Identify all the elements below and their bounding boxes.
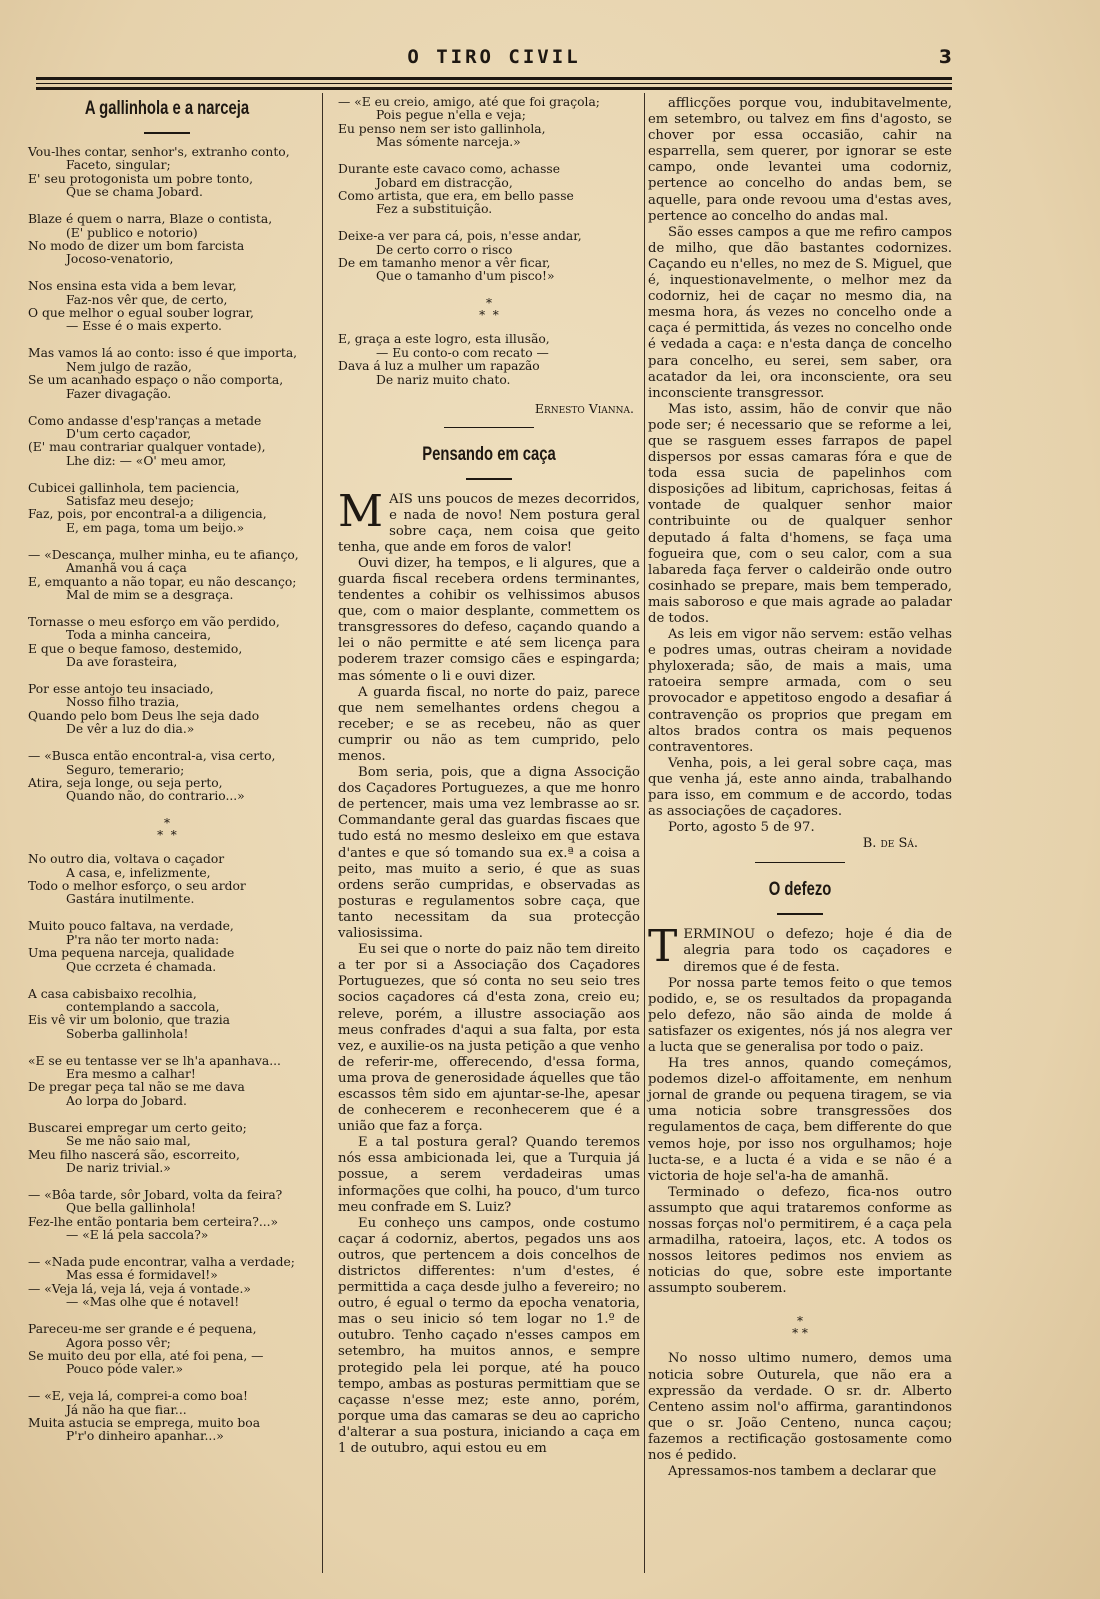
- verse-line: — «Mas olhe que é notavel!: [66, 1295, 240, 1310]
- verse-line: Se muito deu por ella, até foi pena, —: [28, 1348, 264, 1363]
- verse-line: P'ra não ter morto nada:: [66, 932, 220, 947]
- header-rule-top: [36, 77, 952, 80]
- column-1: [28, 96, 306, 1457]
- stanza: [28, 213, 306, 267]
- paragraph: Venha, pois, a lei geral sobre caça, mas que venha já, este anno ainda, trabalhando para isso, em commum e de accordo, todas as associações de caçadores.: [648, 755, 952, 820]
- verse-line: De vêr a luz do dia.»: [66, 722, 195, 737]
- verse-line: P'r'o dinheiro apanhar...»: [66, 1429, 224, 1444]
- headline-rule: [466, 478, 512, 480]
- verse-line: Faceto, singular;: [66, 158, 171, 173]
- paragraph: Por nossa parte temos feito o que temos podido, e, se os resultados da propaganda pelo defezo, não são ainda de molde á satisfazer os exigentes, nós já nos alegra ver a lucta que se generalisa por todo o paiz.: [648, 975, 952, 1055]
- verse-line: Pareceu-me ser grande e é pequena,: [28, 1322, 257, 1337]
- verse-line: — Eu conto-o com recato —: [376, 345, 549, 360]
- verse-line: Lhe diz: — «O' meu amor,: [66, 453, 227, 468]
- verse-line: De pregar peça tal não se me dava: [28, 1080, 245, 1095]
- paragraph: As leis em vigor não servem: estão velhas e podres umas, outras cheiram a novidade phyloxerada; são, de mais a mais, uma ratoeira sempre armada, com o seu provocador e appetitoso engodo a desafiar á contravenção os proprios que pregam em altos brados contra os mais pequenos contraventores.: [648, 627, 952, 755]
- verse-line: Eu penso nem ser isto gallinhola,: [338, 121, 546, 136]
- verse-line: Jobard em distracção,: [376, 175, 513, 190]
- paragraph: Apressamos-nos tambem a declarar que: [668, 1464, 937, 1480]
- verse-line: Eis vê vir um bolonio, que trazia: [28, 1013, 230, 1028]
- article-headline: O defezo: [768, 879, 832, 901]
- verse-line: O que melhor o egual souber lograr,: [28, 306, 254, 321]
- column-2: [338, 96, 640, 1457]
- verse-line: Era mesmo a calhar!: [66, 1067, 196, 1082]
- paragraph: E a tal postura geral? Quando teremos nós essa ambicionada lei, que a Turquia já possue, a serem verdadeiras umas informações que colhi, ha pouco, d'um turco meu confrade em S. Luiz?: [338, 1135, 640, 1215]
- verse-line: Cubicei gallinhola, tem paciencia,: [28, 480, 240, 495]
- asterism-divider: * * *: [157, 816, 177, 843]
- verse-line: No outro dia, voltava o caçador: [28, 852, 225, 867]
- verse-line: Que bella gallinhola!: [66, 1201, 196, 1216]
- verse-line: Dava á luz a mulher um rapazão: [338, 359, 540, 374]
- verse-line: Fez-lhe então pontaria bem certeira?...»: [28, 1214, 279, 1229]
- article-body: [648, 921, 952, 1480]
- paragraph: No nosso ultimo numero, demos uma noticia sobre Outurela, que não era a expressão da verdade. O sr. dr. Alberto Centeno assim nol'o affirma, garantindonos que o sr. João Centeno, nunca caçou; fazemos a rectificação gostosamente como nos é pedido.: [648, 1351, 952, 1464]
- verse-line: Já não ha que fiar...: [66, 1402, 187, 1417]
- verse-line: Faz, pois, por encontral-a a diligencia,: [28, 507, 267, 522]
- verse-line: Muita astucia se emprega, muito boa: [28, 1416, 261, 1431]
- first-paragraph: MAIS uns poucos de mezes decorridos, e nada de novo! Nem postura geral sobre caça, nem coisa que geito tenha, que ande em foros de valor!: [338, 485, 640, 555]
- verse-line: Como artista, que era, em bello passe: [338, 188, 574, 203]
- verse-line: Por esse antojo teu insaciado,: [28, 682, 214, 696]
- verse-line: — «E eu creio, amigo, até que foi graçola;: [338, 95, 600, 109]
- verse-line: A casa, e, infelizmente,: [66, 865, 211, 880]
- poem-continued: [338, 96, 640, 387]
- verse-line: De em tamanho menor a vêr ficar,: [338, 256, 551, 271]
- verse-line: (E' publico e notorio): [66, 225, 198, 240]
- verse-line: Que ccrzeta é chamada.: [66, 959, 217, 974]
- verse-line: Soberba gallinhola!: [66, 1026, 189, 1041]
- verse-line: Faz-nos vêr que, de certo,: [66, 292, 228, 307]
- article-headline: A gallinhola e a narceja: [84, 98, 250, 119]
- article-body: [648, 96, 952, 852]
- paragraph: Bom seria, pois, que a digna Associção dos Caçadores Portuguezes, a que me honro de pertencer, mais uma vez lembrasse ao sr. Commandante geral das guardas fiscaes que tudo está no mesmo desleixo em que estava d'antes e que só tomando sua ex.ª a coisa a peito, mas muito a serio, é que as suas ordens serão cumpridas, e observadas as posturas e regulamentos sobre caça, que tanto necessitam da sua protecção valiosissima.: [338, 765, 640, 942]
- verse-line: «E se eu tentasse ver se lh'a apanhava...: [28, 1053, 281, 1068]
- verse-line: Se me não saio mal,: [66, 1134, 191, 1149]
- header-rule-bottom: [36, 87, 952, 90]
- stanza: [28, 280, 306, 334]
- stanza: [28, 1256, 306, 1310]
- verse-line: D'um certo caçador,: [66, 426, 192, 441]
- verse-line: Seguro, temerario;: [66, 762, 185, 777]
- verse-line: Agora posso vêr;: [66, 1335, 171, 1350]
- verse-line: Durante este cavaco como, achasse: [338, 162, 560, 177]
- verse-line: Amanhã vou á caça: [66, 561, 187, 576]
- asterism-divider: * * *: [792, 1314, 808, 1341]
- column-3: [648, 96, 952, 1480]
- article-headline: Pensando em caça: [422, 443, 556, 465]
- asterism-divider: * * *: [479, 296, 499, 323]
- verse-line: Buscarei empregar um certo geito;: [28, 1120, 247, 1135]
- verse-line: Fez a substituição.: [376, 202, 493, 217]
- verse-line: Meu filho nascerá são, escorreito,: [28, 1147, 240, 1162]
- verse-line: E, emquanto a não topar, eu não descanço;: [28, 574, 297, 589]
- verse-line: (E' mau contrariar qualquer vontade),: [28, 440, 266, 455]
- verse-line: Nem julgo de razão,: [66, 359, 192, 374]
- verse-line: Tornasse o meu esforço em vão perdido,: [28, 614, 280, 629]
- verse-line: E' seu protogonista um pobre tonto,: [28, 171, 254, 186]
- stanza: [28, 920, 306, 974]
- verse-line: — «Busca então encontral-a, visa certo,: [28, 749, 276, 764]
- header-rule-mid: [36, 83, 952, 84]
- verse-line: Muito pouco faltava, na verdade,: [28, 919, 234, 934]
- verse-line: Deixe-a ver para cá, pois, n'esse andar,: [338, 229, 582, 244]
- verse-line: Satisfaz meu desejo;: [66, 494, 195, 509]
- verse-line: Mas vamos lá ao conto: isso é que importa,: [28, 346, 298, 361]
- verse-line: Nos ensina esta vida a bem levar,: [28, 279, 237, 294]
- verse-line: Mal de mim se a desgraça.: [66, 587, 234, 602]
- stanza: [28, 988, 306, 1042]
- stanza: [28, 1390, 306, 1444]
- paragraph: Ouvi dizer, ha tempos, e li algures, que a guarda fiscal recebera ordens terminantes, tendentes a cohibir os velhissimos abusos que, com o maior desplante, commettem os transgressores do defeso, caçando quando a lei o não permitte e até sem licença para poderem trazer comsigo cães e espingarda; mas sómente o li e ouvi dizer.: [338, 555, 640, 684]
- paragraph: Mas isto, assim, hão de convir que não pode ser; é necessario que se reforme a lei, que se rasguem esses farrapos de papel dispersos por essas camaras fóra e que de toda essa sucia de papelinhos com disposições ad libitum, caprichosas, feitas á vontade de qualquer senhor maior contribuinte ou de qualquer senhor deputado á falta d'homens, se faça uma fogueira que, com o seu calor, com a sua labareda faça ferver o caldeirão onde outro cosinhado se prepare, mais bem temperado, mais saboroso e que mais agrade ao paladar de todos.: [648, 401, 952, 626]
- paragraph: São esses campos a que me refiro campos de milho, que dão bastantes codornizes. Caçando eu n'elles, no mez de S. Miguel, que é, inquestionavelmente, o melhor mez da codorniz, hei de caçar no mesmo dia, na mesma hora, ás vezes no concelho onde a caça é permittida, ás vezes no concelho onde é vedada a caça: e n'esta dança de concelho para concelho, eu serei, sem saber, ora acatador da lei, ora inconsciente, ora seu inconsciente transgressor.: [648, 224, 952, 401]
- stanza: [338, 163, 640, 217]
- verse-line: Quando não, do contrario...»: [66, 789, 245, 804]
- stanza: [28, 1122, 306, 1176]
- column-divider: [644, 93, 645, 1573]
- verse-line: Nosso filho trazia,: [66, 695, 180, 710]
- verse-line: Da ave forasteira,: [66, 655, 178, 670]
- stanza: [28, 347, 306, 401]
- drop-cap: M: [338, 485, 384, 537]
- verse-line: Que se chama Jobard.: [66, 185, 203, 200]
- verse-line: No modo de dizer um bom farcista: [28, 238, 245, 253]
- poem-signature: Ernesto Vianna.: [534, 400, 634, 416]
- stanza: [28, 146, 306, 200]
- verse-line: contemplando a saccola,: [66, 999, 220, 1014]
- stanza: [338, 96, 640, 150]
- stanza: [28, 1189, 306, 1243]
- article-signature: B. de Sá.: [862, 836, 918, 852]
- masthead: [36, 46, 952, 68]
- poem: [28, 146, 306, 1444]
- stanza: [338, 230, 640, 284]
- verse-line: Fazer divagação.: [66, 386, 172, 401]
- stanza: [28, 750, 306, 804]
- verse-line: E que o beque famoso, destemido,: [28, 641, 243, 656]
- stanza: [28, 853, 306, 907]
- verse-line: E, em paga, toma um beijo.»: [66, 520, 245, 535]
- dateline: Porto, agosto 5 de 97.: [668, 820, 815, 836]
- verse-line: Mas essa é formidavel!»: [66, 1268, 218, 1283]
- page-number: 3: [938, 46, 952, 68]
- verse-line: Pouco póde valer.»: [66, 1362, 184, 1377]
- verse-line: Quando pelo bom Deus lhe seja dado: [28, 708, 260, 723]
- verse-line: Uma pequena narceja, qualidade: [28, 946, 235, 961]
- verse-line: E, graça a este logro, esta illusão,: [338, 332, 550, 347]
- newspaper-title: O TIRO CIVIL: [407, 46, 581, 68]
- verse-line: Mas sómente narceja.»: [376, 135, 521, 150]
- verse-line: Ao lorpa do Jobard.: [66, 1093, 187, 1108]
- verse-line: Gastára inutilmente.: [66, 892, 195, 907]
- verse-line: De nariz trivial.»: [66, 1160, 171, 1175]
- paragraph: afflicções porque vou, indubitavelmente, em setembro, ou talvez em fins d'agosto, se chover por essa occasião, cahir na esparrella, sem querer, por ignorar se este campo, onde levantei uma codorniz, pertence ao concelho do andas bem, se aquelle, para onde revoou uma d'estas aves, pertence ao concelho do andas mal.: [648, 96, 952, 224]
- verse-line: Pois pegue n'ella e veja;: [376, 108, 526, 123]
- section-rule: [755, 862, 845, 863]
- stanza: [28, 549, 306, 603]
- verse-line: — «Descança, mulher minha, eu te afianço,: [28, 547, 299, 562]
- stanza: [28, 482, 306, 536]
- stanza: [28, 1055, 306, 1109]
- first-paragraph: TERMINOU o defezo; hoje é dia de alegria para todo os caçadores e diremos que é de festa.: [648, 921, 952, 975]
- paragraph: Terminado o defezo, fica-nos outro assumpto que aqui trataremos conforme as nossas forças nol'o permitirem, é a caça pela armadilha, ratoeira, laços, etc. A todos os nossos leitores pedimos nos enviem as noticias do que, sobre este importante assumpto souberem.: [648, 1184, 952, 1297]
- verse-line: Vou-lhes contar, senhor's, extranho conto,: [28, 145, 290, 159]
- drop-cap: T: [648, 921, 678, 973]
- verse-line: Todo o melhor esforço, o seu ardor: [28, 879, 246, 894]
- stanza: [338, 333, 640, 387]
- paragraph: A guarda fiscal, no norte do paiz, parece que nem semelhantes ordens chegou a receber; e se as recebeu, não as quer cumprir ou não as tem cumprido, pelo menos.: [338, 684, 640, 764]
- verse-line: De certo corro o risco: [376, 242, 513, 257]
- verse-line: A casa cabisbaixo recolhia,: [28, 986, 197, 1001]
- verse-line: — «Bôa tarde, sôr Jobard, volta da feira?: [28, 1187, 283, 1202]
- headline-rule: [144, 132, 190, 134]
- verse-line: Blaze é quem o narra, Blaze o contista,: [28, 212, 273, 227]
- stanza: [28, 616, 306, 670]
- verse-line: — «E, veja lá, comprei-a como boa!: [28, 1389, 248, 1404]
- verse-line: Toda a minha canceira,: [66, 628, 212, 643]
- verse-line: — Esse é o mais experto.: [66, 319, 222, 334]
- verse-line: Como andasse d'esp'ranças a metade: [28, 413, 262, 428]
- stanza: [28, 415, 306, 469]
- verse-line: — «E lá pela saccola?»: [66, 1228, 209, 1243]
- paragraph: Ha tres annos, quando começámos, podemos dizel-o affoitamente, em nenhum jornal de grande ou pequena tiragem, se via uma noticia sobre transgressões dos regulamentos de caça, bem differente do que vemos hoje, por isso nos orgulhamos; hoje lucta-se, e a lucta é a vida e se não é a victoria de hoje sel'a-ha de amanhã.: [648, 1056, 952, 1184]
- article-body: [338, 485, 640, 1458]
- section-rule: [444, 427, 534, 428]
- headline-rule: [777, 913, 823, 915]
- verse-line: Jocoso-venatorio,: [66, 252, 174, 267]
- verse-line: Se um acanhado espaço o não comporta,: [28, 373, 284, 388]
- verse-line: Atira, seja longe, ou seja perto,: [28, 775, 223, 790]
- stanza: [28, 1323, 306, 1377]
- stanza: [28, 683, 306, 737]
- paragraph: Eu sei que o norte do paiz não tem direito a ter por si a Associação dos Caçadores Portuguezes, que só conta no seu seio tres socios caçadores cá d'esta zona, creio eu; releve, porém, a illustre associação aos meus confrades d'aqui a sua falta, por esta vez, e auxilie-os na justa petição a que venho de referir-me, offerecendo, d'essa forma, uma prova de generosidade áquelles que tão escassos têm sido em ajuntar-se-lhe, apesar de conhecerem e reconhecerem que é a união que faz a força.: [338, 942, 640, 1135]
- verse-line: De nariz muito chato.: [376, 372, 511, 387]
- verse-line: — «Veja lá, veja lá, veja á vontade.»: [28, 1281, 251, 1296]
- column-divider: [322, 93, 323, 1573]
- paragraph: Eu conheço uns campos, onde costumo caçar á codorniz, abertos, pegados uns aos outros, que pertencem a dois concelhos de districtos differentes: n'um d'estes, é permittida a caça desde julho a fevereiro; no outro, é egual o termo da epocha venatoria, mas o seu inicio só tem logar no 1.º de outubro. Tenho caçado n'esses campos em setembro, ha muitos annos, e sempre protegido pela lei porque, até ha pouco tempo, ambas as posturas permittiam que se caçasse n'esse mez; este anno, porém, porque uma das camaras se deu ao capricho d'alterar a sua postura, iniciando a caça em 1 de outubro, aqui estou eu em: [338, 1215, 640, 1457]
- verse-line: Que o tamanho d'um pisco!»: [376, 269, 555, 284]
- verse-line: — «Nada pude encontrar, valha a verdade;: [28, 1255, 295, 1269]
